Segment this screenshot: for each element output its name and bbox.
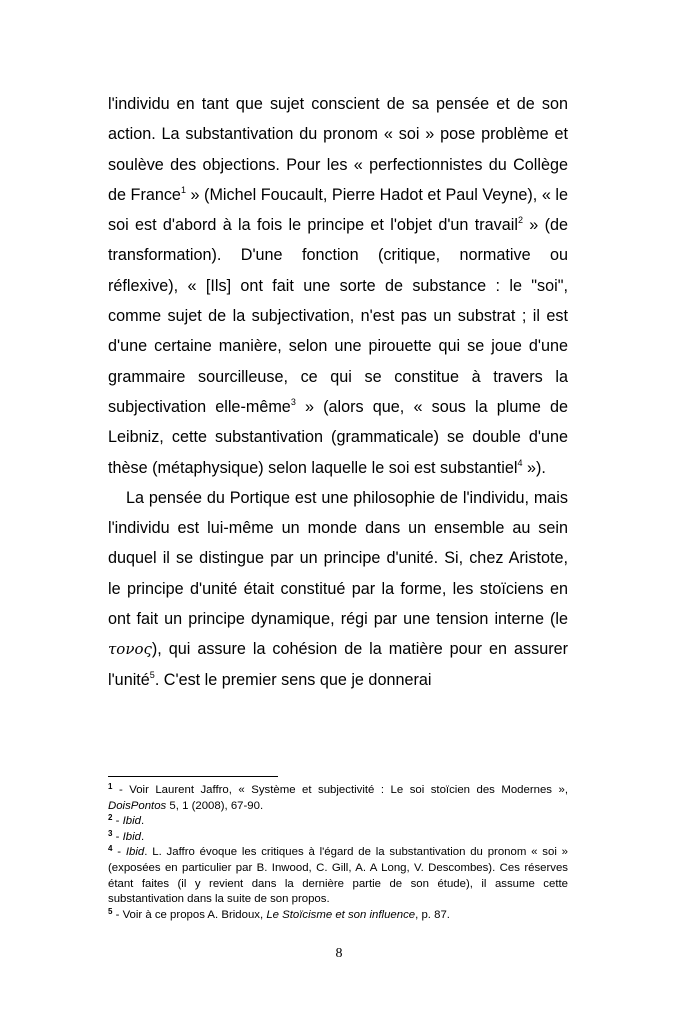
footnote-ref-1[interactable]: 1	[180, 184, 186, 195]
footnote-2: $^2$ - Ibid.	[108, 813, 145, 828]
footnote-5: $^5$ - Voir à ce propos A. Bridoux, Le Stoïcisme et son influence, p. 87.	[108, 906, 450, 921]
footnote-ref-2[interactable]: 2	[517, 215, 523, 226]
footnote-4: $^4$ - Ibid. L. Jaffro évoque les critiques à l'égard de la substantivation du pronom « soi » (exposées en particulier par B. Inwood, C. Gill, A. A Long, V. Descombes). Ces réserves étant faites (il y revient dans la dernière partie de son étude), il assume cette substantivation dans la suite de son propos.	[108, 844, 569, 906]
footnote-ref-4[interactable]: 4	[517, 457, 523, 468]
footnote-separator	[108, 776, 278, 777]
footnotes	[108, 783, 568, 923]
footnote-1: $^1$ - Voir Laurent Jaffro, « Système et subjectivité : Le soi stoïcien des Modernes », DoisPontos 5, 1 (2008), 67-90.	[108, 782, 568, 812]
paragraph-1: l'individu en tant que sujet conscient de sa pensée et de son action. La substantivation du pronom « soi » pose problème et soulève des objections. Pour les « perfectionnistes du Collège de France$^1$ » (Michel Foucault, Pierre Hadot et Paul Veyne), « le soi est d'abord à la fois le principe et l'objet d'un travail$^2$ » (de transformation). D'une fonction (critique, normative ou réflexive), « [Ils] ont fait une sorte de substance : le "soi", comme sujet de la subjectivation, n'est pas un substrat ; il est d'une certaine manière, selon une pirouette qui se joue d'une grammaire sourcilleuse, ce qui se constitue à travers la subjectivation elle-même$^3$ » (alors que, « sous la plume de Leibniz, cette substantivation (grammaticale) se double d'une thèse (métaphysique) selon laquelle le soi est substantiel$^4$ »).	[108, 95, 568, 477]
page-number: 8	[335, 946, 343, 961]
paragraph-2: La pensée du Portique est une philosophie de l'individu, mais l'individu est lui-même un monde dans un ensemble au sein duquel il se distingue par un principe d'unité. Si, chez Aristote, le principe d'unité était constitué par la forme, les stoïciens en ont fait un principe dynamique, régi par une tension interne (le τονος), qui assure la cohésion de la matière pour en assurer l'unité$^5$. C'est le premier sens que je donnerai	[108, 488, 568, 689]
greek-term: τονος	[108, 640, 152, 659]
footnote-ref-3[interactable]: 3	[290, 396, 296, 407]
footnote-ref-5[interactable]: 5	[149, 669, 155, 680]
footnote-3: $^3$ - Ibid.	[108, 828, 145, 843]
body-text	[108, 89, 568, 695]
